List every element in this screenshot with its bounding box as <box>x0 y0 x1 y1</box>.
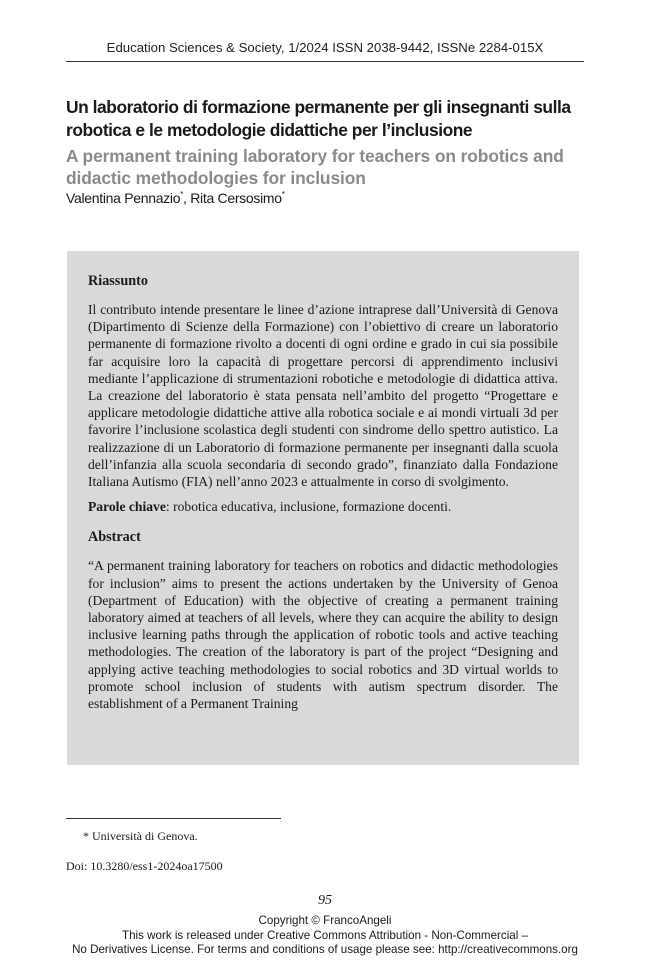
footnote-rule <box>66 818 281 819</box>
author-name: Rita Cersosimo <box>190 190 282 206</box>
keywords-label: Parole chiave <box>88 499 166 515</box>
keywords <box>88 498 558 515</box>
title-english: A permanent training laboratory for teachers on robotics and didactic methodologies for inclusion <box>66 146 564 188</box>
license-line: No Derivatives License. For terms and conditions of usage please see: http://creativecommons.org <box>72 943 578 956</box>
riassunto-text: Il contributo intende presentare le linee d’azione intraprese dall’Università di Genova (Dipartimento di Scienze della Formazione) con l’obiettivo di creare un laboratorio permanente di formazione rivolto a docenti di ogni ordine e grado in cui sia possibile far acquisire loro la capacità di progettare percorsi di apprendimento inclusivi mediante l’applicazione di strumentazioni robotiche e metodologie di didattica attiva. La creazione del laboratorio è stata pensata nell’ambito del progetto “Progettare e applicare metodologie didattiche attive alla robotica sociale e ai mondi virtuali 3d per favorire l’inclusione scolastica degli studenti con sindrome dello spettro autistico. La realizzazione di un Laboratorio di formazione permanente per insegnanti dalla scuola dell’infanzia alla scuola secondaria di secondo grado”, finanziato dalla Fondazione Italiana Autismo (FIA) nell’anno 2023 e attualmente in corso di svolgimento. <box>88 302 558 490</box>
author-name: Valentina Pennazio <box>66 190 181 206</box>
header-rule <box>66 61 584 62</box>
license-line: Copyright © FrancoAngeli <box>258 914 392 927</box>
abstract-heading: Abstract <box>88 529 141 546</box>
title-italian: Un laboratorio di formazione permanente per gli insegnanti sulla robotica e le metodologie didattiche per l’inclusione <box>66 97 571 140</box>
doi: Doi: 10.3280/ess1-2024oa17500 <box>66 859 223 873</box>
author-mark: * <box>281 190 285 199</box>
author-mark: * <box>180 190 184 199</box>
license-line: This work is released under Creative Commons Attribution - Non-Commercial – <box>122 928 528 942</box>
abstract-box <box>67 251 579 765</box>
license-notice <box>0 914 650 958</box>
keywords-text: : robotica educativa, inclusione, formazione docenti. <box>165 499 452 515</box>
footnote: * Università di Genova. <box>83 829 198 843</box>
page-number: 95 <box>318 893 332 908</box>
abstract-text: “A permanent training laboratory for teachers on robotics and didactic methodologies for inclusion” aims to present the actions undertaken by the University of Genoa (Department of Education) with the objective of creating a permanent training laboratory aimed at teachers of all levels, where they can acquire the ability to design inclusive learning paths through the application of robotic tools and active teaching methodologies. The creation of the laboratory is part of the project “Designing and applying active teaching methodologies to social robotics and 3D virtual worlds to promote school inclusion of students with autism spectrum disorder. The establishment of a Permanent Training <box>88 558 558 712</box>
authors <box>66 190 285 206</box>
journal-header: Education Sciences & Society, 1/2024 ISSN 2038-9442, ISSNe 2284-015X <box>106 40 544 55</box>
riassunto-heading: Riassunto <box>88 273 148 289</box>
author-separator: , <box>183 190 191 206</box>
